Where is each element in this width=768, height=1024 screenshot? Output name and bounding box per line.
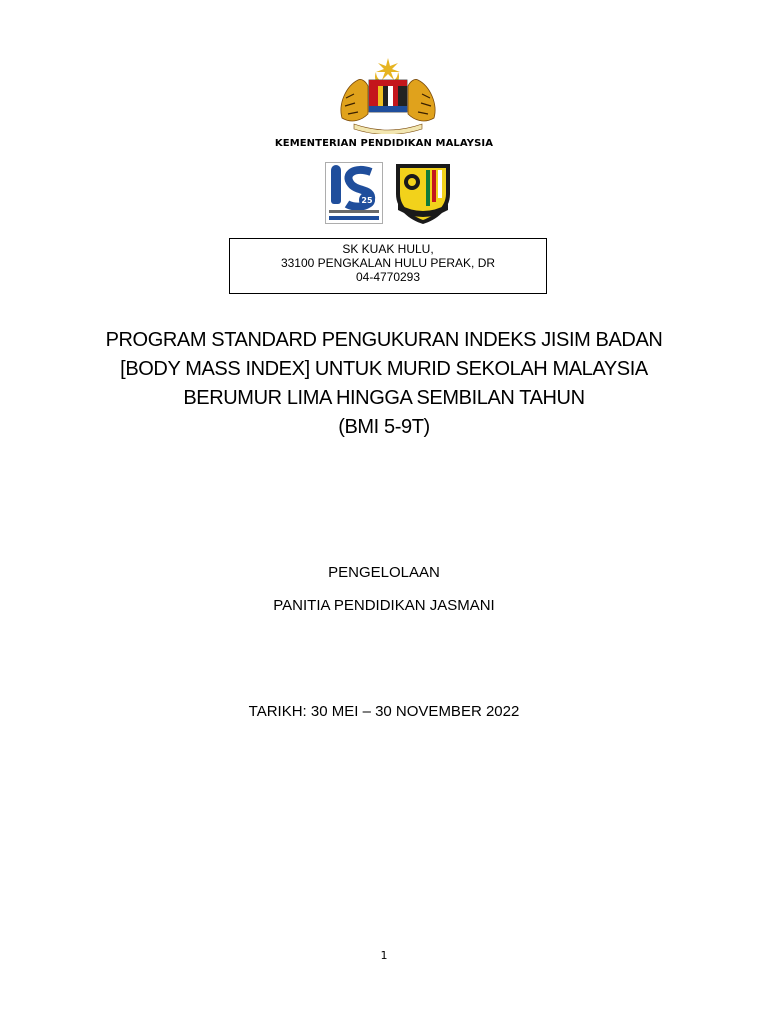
school-crest-logo	[392, 160, 454, 226]
is-25-logo	[325, 162, 383, 224]
svg-text:25: 25	[361, 196, 373, 205]
document-title	[0, 326, 768, 442]
school-name: SK KUAK HULU,	[342, 242, 434, 256]
title-line-1: PROGRAM STANDARD PENGUKURAN INDEKS JISIM BADAN	[105, 329, 663, 351]
committee-name: PANITIA PENDIDIKAN JASMANI	[273, 597, 495, 614]
school-postal-address: 33100 PENGKALAN HULU PERAK, DR	[280, 256, 496, 270]
malaysia-coat-of-arms-logo	[332, 58, 444, 134]
management-label: PENGELOLAAN	[328, 564, 440, 581]
page-number: 1	[380, 949, 388, 962]
program-date: TARIKH: 30 MEI – 30 NOVEMBER 2022	[248, 703, 520, 720]
title-line-4: (BMI 5-9T)	[338, 416, 430, 438]
school-address-box	[229, 238, 547, 294]
title-line-2: [BODY MASS INDEX] UNTUK MURID SEKOLAH MALAYSIA	[120, 358, 648, 380]
ministry-name: KEMENTERIAN PENDIDIKAN MALAYSIA	[274, 138, 494, 149]
title-line-3: BERUMUR LIMA HINGGA SEMBILAN TAHUN	[183, 387, 585, 409]
school-phone: 04-4770293	[355, 270, 421, 284]
